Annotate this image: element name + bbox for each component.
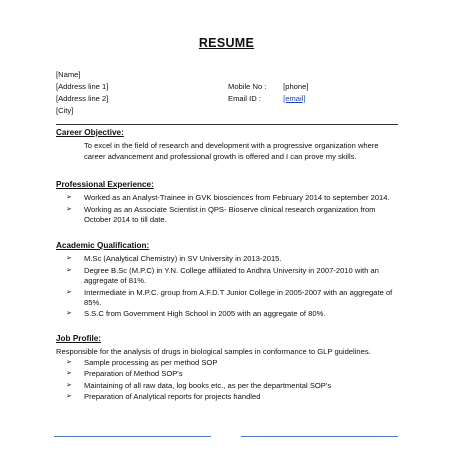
footer-line-left xyxy=(54,436,211,437)
list-item: ➢ Intermediate in M.P.C. group from A.F.D.T Junior College in 2005-2007 with an aggregate of 85%. xyxy=(66,287,393,308)
arrow-bullet-icon: ➢ xyxy=(66,255,72,263)
job-profile-heading: Job Profile: xyxy=(56,334,102,343)
job-profile-section xyxy=(56,334,401,403)
career-objective-section xyxy=(56,128,401,162)
contact-details xyxy=(228,81,308,105)
experience-section xyxy=(56,180,401,227)
contact-address xyxy=(56,69,108,117)
footer-line-right xyxy=(241,436,398,437)
arrow-bullet-icon: ➢ xyxy=(66,288,72,296)
arrow-bullet-icon: ➢ xyxy=(66,393,72,401)
section-divider xyxy=(56,124,398,125)
academic-section xyxy=(56,241,401,321)
email-row xyxy=(228,93,308,105)
list-item: ➢ Sample processing as per method SOP xyxy=(66,357,218,367)
address-door-no: [Address line 1] xyxy=(56,82,109,91)
list-item: ➢ M.Sc (Analytical Chemistry) in SV University in 2013-2015. xyxy=(66,254,282,264)
mobile-label: Mobile No : xyxy=(228,82,267,91)
mobile-value: [phone] xyxy=(283,82,309,91)
arrow-bullet-icon: ➢ xyxy=(66,266,72,274)
address-city: [City] xyxy=(56,106,74,115)
list-item: ➢ Maintaining of all raw data, log books etc., as per the departmental SOP's xyxy=(66,380,332,390)
job-profile-list xyxy=(56,358,401,403)
list-item: ➢ Preparation of Analytical reports for projects handled xyxy=(66,392,261,402)
job-profile-intro: Responsible for the analysis of drugs in biological samples in conformance to GLP guidelines. xyxy=(56,347,371,357)
email-link[interactable]: [email] xyxy=(283,94,306,103)
academic-heading: Academic Qualification: xyxy=(56,241,150,250)
experience-heading: Professional Experience: xyxy=(56,180,154,189)
academic-list xyxy=(56,254,401,319)
candidate-name: [Name] xyxy=(56,70,81,79)
address-area: [Address line 2] xyxy=(56,94,109,103)
email-label: Email ID : xyxy=(228,94,261,103)
list-item: ➢ Degree B.Sc (M.P.C) in Y.N. College affiliated to Andhra University in 2007-2010 with an aggregate of 81%. xyxy=(66,265,379,286)
list-item: ➢ Worked as an Analyst-Trainee in GVK biosciences from February 2014 to september 2014. xyxy=(66,193,390,203)
experience-list xyxy=(56,193,401,225)
arrow-bullet-icon: ➢ xyxy=(66,194,72,202)
list-item: ➢ Working as an Associate Scientist in QPS- Bioserve clinical research organization from October 2014 to till date. xyxy=(66,204,376,225)
arrow-bullet-icon: ➢ xyxy=(66,370,72,378)
arrow-bullet-icon: ➢ xyxy=(66,358,72,366)
career-objective-heading: Career Objective: xyxy=(56,128,124,137)
page-title: RESUME xyxy=(198,36,255,50)
arrow-bullet-icon: ➢ xyxy=(66,310,72,318)
arrow-bullet-icon: ➢ xyxy=(66,205,72,213)
arrow-bullet-icon: ➢ xyxy=(66,381,72,389)
list-item: ➢ Preparation of Method SOP's xyxy=(66,369,183,379)
career-objective-text: To excel in the field of research and development with a progressive organization where career advancement and professional growth is offered and I can prove my skills. xyxy=(84,141,379,161)
list-item: ➢ S.S.C from Government High School in 2005 with an aggregate of 80%. xyxy=(66,309,326,319)
mobile-row xyxy=(228,81,308,93)
